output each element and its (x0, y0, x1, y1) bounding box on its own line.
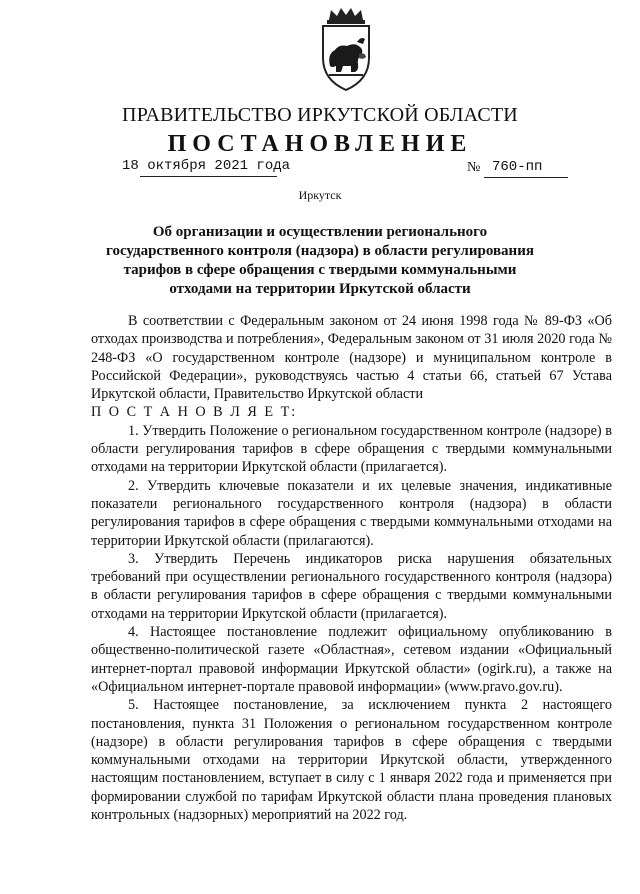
document-type: ПОСТАНОВЛЕНИЕ (167, 131, 473, 157)
date-underline (140, 176, 277, 177)
document-date: 18 октября 2021 года (122, 158, 291, 174)
document-title: Об организации и осуществлении регионального государственного контроля (надзора) в области регулирования тарифов в сфере обращения с твердыми коммунальными отходами на территории Иркутской области (106, 224, 534, 297)
list-item: 5. Настоящее постановление, за исключением пункта 2 настоящего постановления, пункта 31 Положения о региональном государственном контроле (надзоре) в области регулирования тарифов в сфере обращения с твердыми коммунальными отходами на территории Иркутской области, утвержденного настоящим постановлением, вступает в силу с 1 января 2022 года и применяется при формировании службой по тарифам Иркутской области плана проведения плановых контрольных (надзорных) мероприятий на 2022 год. (91, 697, 612, 824)
number-underline (484, 177, 568, 178)
preamble-paragraph: В соответствии с Федеральным законом от 24 июня 1998 года № 89-ФЗ «Об отходах производства и потребления», Федеральным законом от 31 июля 2020 года № 248-ФЗ «О государственном контроле (надзоре) и муниципальном контроле в Российской Федерации», руководствуясь частью 4 статьи 66, статьей 67 Устава Иркутской области, Правительство Иркутской области (91, 313, 612, 403)
coat-of-arms-emblem (303, 6, 389, 92)
city-name: Иркутск (298, 188, 342, 202)
document-body (91, 312, 612, 824)
government-name: ПРАВИТЕЛЬСТВО ИРКУТСКОЙ ОБЛАСТИ (122, 104, 518, 126)
list-item: 4. Настоящее постановление подлежит официальному опубликованию в общественно-политической газете «Областная», сетевом издании «Официальный интернет-портал правовой информации Иркутской области» (ogirk.ru), а также на «Официальном интернет-портале правовой информации» (www.pravo.gov.ru). (91, 624, 612, 695)
number-sign: № (467, 160, 481, 175)
list-item: 2. Утвердить ключевые показатели и их целевые значения, индикативные показатели регионального государственного контроля (надзора) в области регулирования тарифов в сфере обращения с твердыми коммунальными отходами на территории Иркутской области (прилагаются). (91, 477, 612, 549)
list-item: 3. Утвердить Перечень индикаторов риска нарушения обязательных требований при осуществлении регионального государственного контроля (надзора) в области регулирования тарифов в сфере обращения с твердыми коммунальными отходами на территории Иркутской области (прилагается). (91, 550, 612, 622)
document-number: 760-пп (492, 159, 543, 175)
resolves-heading: П О С Т А Н О В Л Я Е Т: (91, 404, 298, 421)
list-item: 1. Утвердить Положение о региональном государственном контроле (надзоре) в области регулирования тарифов в сфере обращения с твердыми коммунальными отходами на территории Иркутской области (прилагается). (91, 422, 612, 476)
